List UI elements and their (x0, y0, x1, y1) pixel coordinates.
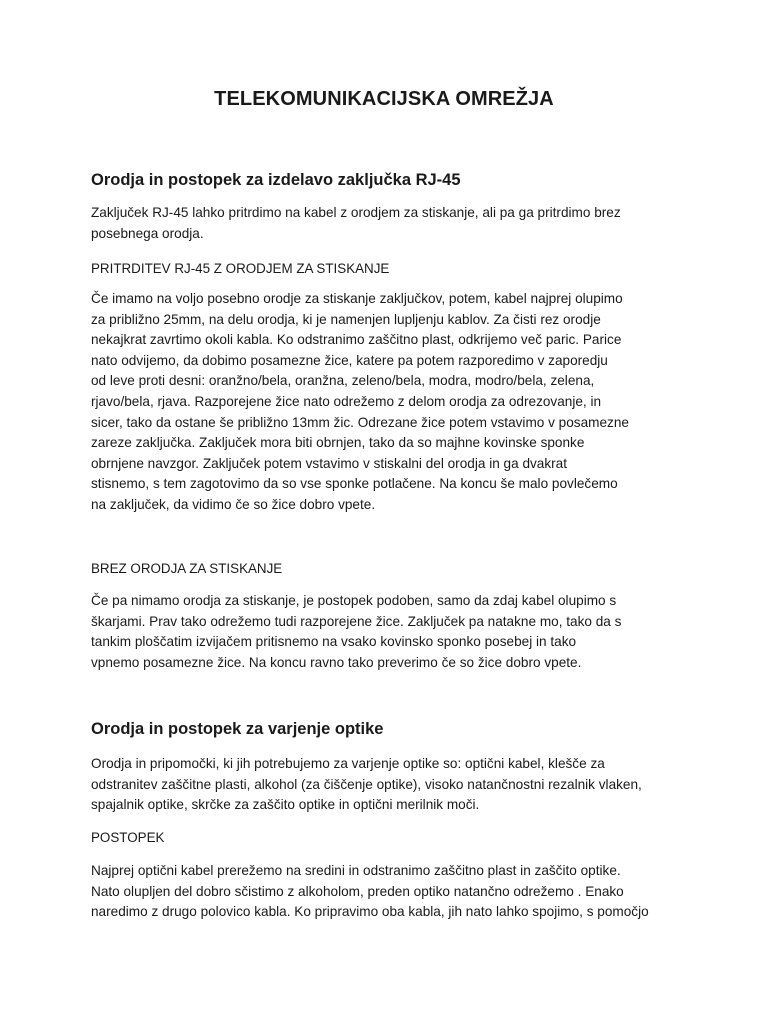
text-line: posebnega orodja. (91, 225, 204, 241)
subheading-procedure: POSTOPEK (91, 830, 165, 845)
paragraph-crimp-tool (91, 289, 691, 516)
text-line: za približno 25mm, na delu orodja, ki je namenjen lupljenju kablov. Za čisti rez orodje (91, 311, 601, 327)
text-line: zareze zaključka. Zaključek mora biti obrnjen, tako da so majhne kovinske sponke (91, 435, 585, 451)
text-line: tankim ploščatim izvijačem pritisnemo na vsako kovinsko sponko posebej in tako (91, 634, 577, 650)
paragraph-no-tool (91, 591, 691, 673)
text-line: Najprej optični kabel prerežemo na sredini in odstranimo zaščitno plast in zaščito optike. (91, 863, 621, 878)
text-line: Če imamo na voljo posebno orodje za stiskanje zaključkov, potem, kabel najprej olupimo (91, 291, 623, 306)
text-line: vpnemo posamezne žice. Na koncu ravno tako preverimo če so žice dobro vpete. (91, 654, 582, 670)
paragraph-rj45-intro (91, 203, 691, 244)
text-line: odstranitev zaščitne plasti, alkohol (za čiščenje optike), visoko natančnostni rezalnik vlaken, (91, 776, 642, 792)
text-line: rjavo/bela, rjava. Razporejene žice nato odrežemo z delom orodja za odrezovanje, in (91, 393, 602, 409)
text-line: sicer, tako da ostane še približno 13mm žic. Odrezane žice potem vstavimo v posamezne (91, 414, 629, 430)
text-line: Zaključek RJ-45 lahko pritrdimo na kabel z orodjem za stiskanje, ali pa ga pritrdimo brez (91, 205, 621, 220)
paragraph-fiber-tools (91, 754, 691, 816)
text-line: Če pa nimamo orodja za stiskanje, je postopek podoben, samo da zdaj kabel olupimo s (91, 593, 617, 608)
text-line: nekajkrat zavrtimo okoli kabla. Ko odstranimo zaščitno plast, odkrijemo več paric. Parice (91, 332, 622, 348)
text-line: Nato olupljen del dobro sčistimo z alkoholom, preden optiko natančno odrežemo . Enako (91, 883, 624, 899)
text-line: naredimo z drugo polovico kabla. Ko pripravimo oba kabla, jih nato lahko spojimo, s pomočjo (91, 904, 649, 920)
section-heading-rj45: Orodja in postopek za izdelavo zaključka RJ-45 (91, 171, 461, 189)
text-line: od leve proti desni: oranžno/bela, oranžna, zeleno/bela, modra, modro/bela, zelena, (91, 373, 595, 389)
subheading-crimp-tool: PRITRDITEV RJ-45 Z ORODJEM ZA STISKANJE (91, 261, 390, 276)
paragraph-procedure (91, 861, 691, 923)
text-line: na zaključek, da vidimo če so žice dobro vpete. (91, 496, 376, 512)
text-line: spajalnik optike, skrčke za zaščito optike in optični merilnik moči. (91, 797, 480, 813)
text-line: Orodja in pripomočki, ki jih potrebujemo za varjenje optike so: optični kabel, klešče za (91, 756, 605, 771)
text-line: stisnemo, s tem zagotovimo da so vse sponke potlačene. Na koncu še malo povlečemo (91, 476, 618, 492)
subheading-no-tool: BREZ ORODJA ZA STISKANJE (91, 561, 283, 576)
text-line: škarjami. Prav tako odrežemo tudi razporejene žice. Zaključek pa natakne mo, tako da s (91, 613, 622, 629)
section-heading-fiber-splicing: Orodja in postopek za varjenje optike (91, 720, 384, 738)
text-line: obrnjene navzgor. Zaključek potem vstavimo v stiskalni del orodja in ga dvakrat (91, 455, 568, 471)
text-line: nato odvijemo, da dobimo posamezne žice, katere pa potem razporedimo v zaporedju (91, 352, 608, 368)
document-title: TELEKOMUNIKACIJSKA OMREŽJA (214, 88, 554, 110)
